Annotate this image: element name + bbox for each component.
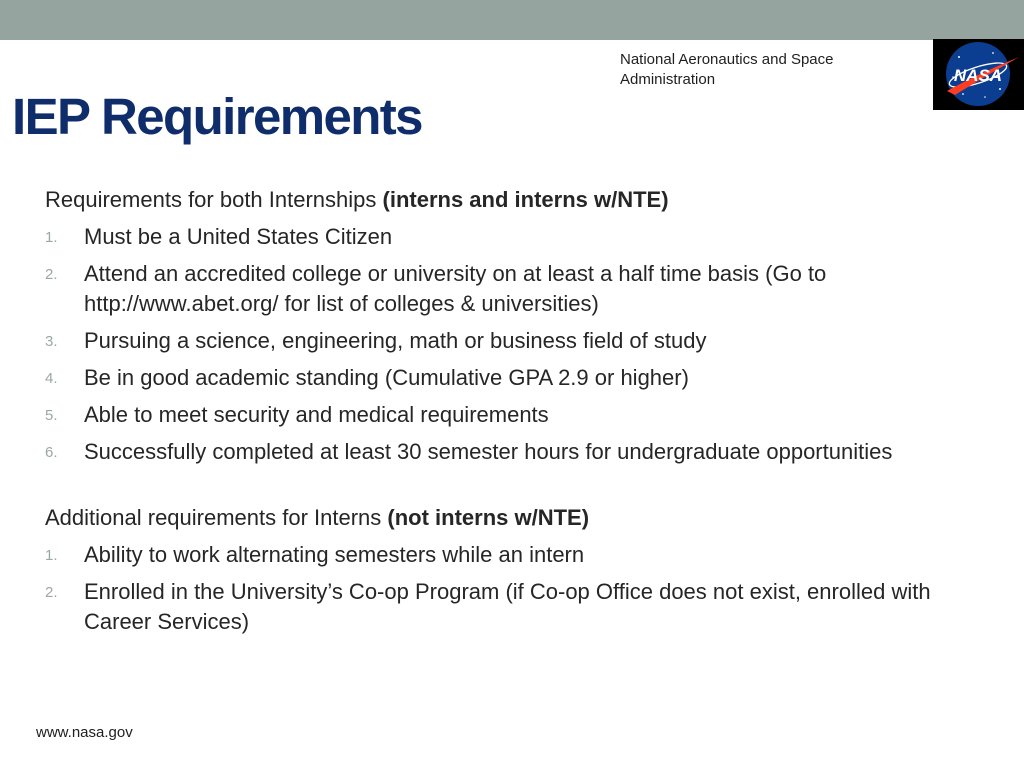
list-item xyxy=(45,259,975,319)
section1-heading xyxy=(45,185,975,215)
list-item xyxy=(45,222,975,252)
section1-heading-text: Requirements for both Internships xyxy=(45,187,383,212)
list-item-text: Be in good academic standing (Cumulative GPA 2.9 or higher) xyxy=(84,365,689,390)
list-item-text: Able to meet security and medical requirements xyxy=(84,402,549,427)
logo-text: NASA xyxy=(953,66,1003,85)
agency-name xyxy=(620,50,910,90)
list-number: 6. xyxy=(45,444,58,461)
content xyxy=(45,185,975,644)
agency-name-line2: Administration xyxy=(620,71,716,88)
nasa-meatball-icon xyxy=(933,39,1024,110)
nasa-logo xyxy=(933,39,1024,110)
list-number: 4. xyxy=(45,370,58,387)
list-number: 1. xyxy=(45,229,58,246)
section2-heading xyxy=(45,503,975,533)
list-item-text: Successfully completed at least 30 semester hours for undergraduate opportunities xyxy=(84,439,893,464)
list-item xyxy=(45,326,975,356)
page-title: IEP Requirements xyxy=(12,88,422,145)
section2-heading-text: Additional requirements for Interns xyxy=(45,505,388,530)
list-item-text: Pursuing a science, engineering, math or business field of study xyxy=(84,328,707,353)
list-number: 1. xyxy=(45,547,58,564)
list-item-text: Must be a United States Citizen xyxy=(84,224,393,249)
section1-heading-emphasis: (interns and interns w/NTE) xyxy=(382,187,669,212)
header-bar xyxy=(0,0,1024,40)
list-item xyxy=(45,577,975,637)
list-number: 2. xyxy=(45,584,58,601)
section2-list xyxy=(45,540,975,637)
list-item xyxy=(45,540,975,570)
list-item xyxy=(45,437,975,467)
list-item-text: Enrolled in the University’s Co-op Program (if Co-op Office does not exist, enrolled with Career Services) xyxy=(84,579,931,634)
list-item xyxy=(45,363,975,393)
section-spacer xyxy=(45,474,975,503)
agency-name-line1: National Aeronautics and Space xyxy=(620,51,834,68)
list-number: 2. xyxy=(45,266,58,283)
section2-heading-emphasis: (not interns w/NTE) xyxy=(387,505,590,530)
list-item-text: Attend an accredited college or university on at least a half time basis (Go to http://www.abet.org/ for list of colleges & universities) xyxy=(84,261,827,316)
section1-list xyxy=(45,222,975,467)
list-number: 5. xyxy=(45,407,58,424)
footer-url: www.nasa.gov xyxy=(36,724,133,741)
list-item xyxy=(45,400,975,430)
list-item-text: Ability to work alternating semesters while an intern xyxy=(84,542,585,567)
list-number: 3. xyxy=(45,333,58,350)
